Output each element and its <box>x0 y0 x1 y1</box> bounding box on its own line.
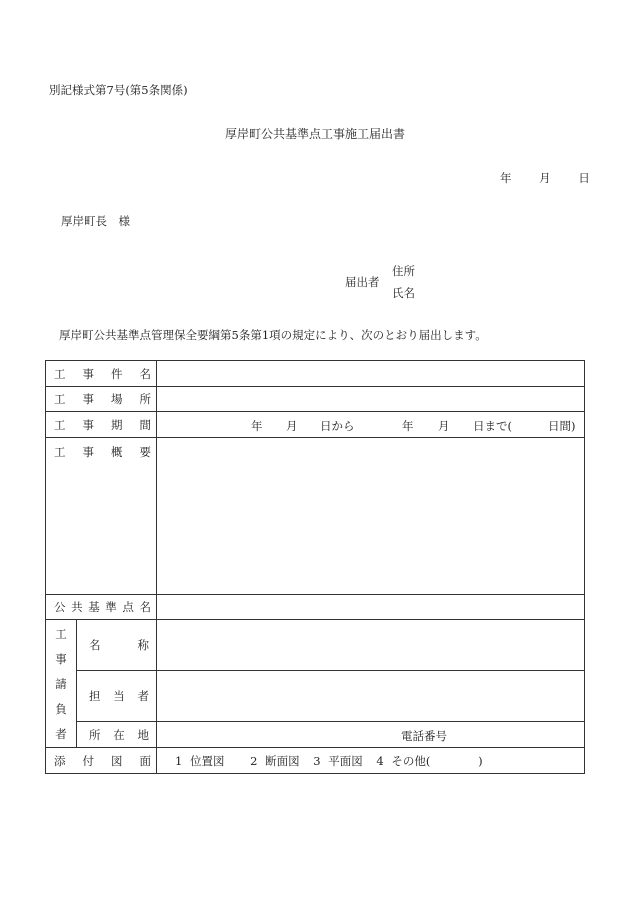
row-contractor-person <box>46 671 585 722</box>
attachment-plan-view: 平面図 <box>328 753 363 768</box>
attachments-field[interactable] <box>157 748 585 774</box>
label-contractor-person: 担 当 者 <box>77 671 157 722</box>
row-benchmark-name <box>46 595 585 620</box>
period-end-month: 月 <box>438 419 450 433</box>
label-work-name: 工 事 件 名 <box>46 361 157 387</box>
label-contractor-location: 所 在 地 <box>77 722 157 748</box>
address-label: 住所 <box>392 264 415 278</box>
attachment-4-number: 4 <box>376 753 384 768</box>
contractor-name-field[interactable] <box>157 620 585 671</box>
attachment-location-map: 位置図 <box>189 753 225 768</box>
work-period-field[interactable] <box>157 412 585 438</box>
row-work-summary <box>46 438 585 595</box>
row-work-name <box>46 361 585 387</box>
work-place-field[interactable] <box>157 387 585 412</box>
row-work-place <box>46 387 585 412</box>
row-contractor-name <box>46 620 585 671</box>
phone-label: 電話番号 <box>401 729 447 743</box>
date-year: 年 <box>500 171 512 185</box>
period-start-month: 月 <box>286 419 298 433</box>
row-attachments <box>46 748 585 774</box>
row-contractor-location <box>46 722 585 748</box>
label-contractor-name: 名 称 <box>77 620 157 671</box>
applicant-label: 届出者 <box>345 275 380 289</box>
period-start-day: 日から <box>320 419 355 433</box>
period-days: 日間) <box>548 419 576 433</box>
form-number: 別記様式第7号(第5条関係) <box>49 83 188 97</box>
name-label: 氏名 <box>392 286 415 300</box>
contractor-person-field[interactable] <box>157 671 585 722</box>
date-line <box>500 170 590 186</box>
intro-text: 厚岸町公共基準点管理保全要綱第5条第1項の規定により、次のとおり届出します。 <box>59 328 487 342</box>
row-work-period <box>46 412 585 438</box>
work-name-field[interactable] <box>157 361 585 387</box>
attachment-other-close: ) <box>478 753 483 768</box>
period-start-year: 年 <box>251 419 263 433</box>
addressee: 厚岸町長 様 <box>61 214 130 228</box>
label-work-period: 工 事 期 間 <box>46 412 157 438</box>
attachment-3-number: 3 <box>313 753 321 768</box>
document-title: 厚岸町公共基準点工事施工届出書 <box>224 127 405 141</box>
work-summary-field[interactable] <box>157 438 585 595</box>
date-day: 日 <box>578 171 590 185</box>
date-month: 月 <box>539 171 551 185</box>
benchmark-name-field[interactable] <box>157 595 585 620</box>
application-form-table <box>45 360 585 774</box>
attachment-other: その他( <box>391 753 431 768</box>
attachment-1-number: 1 <box>175 753 183 768</box>
contractor-location-field[interactable] <box>157 722 585 748</box>
period-end-day: 日まで( <box>473 419 512 433</box>
attachment-2-number: 2 <box>250 753 258 768</box>
label-work-place: 工 事 場 所 <box>46 387 157 412</box>
label-attachments: 添 付 図 面 <box>46 748 157 774</box>
label-work-summary: 工 事 概 要 <box>46 438 157 595</box>
label-contractor: 工 事 請 負 者 <box>46 620 77 748</box>
period-end-year: 年 <box>402 419 414 433</box>
attachment-cross-section: 断面図 <box>265 753 300 768</box>
label-benchmark-name: 公 共 基 準 点 名 <box>46 595 157 620</box>
